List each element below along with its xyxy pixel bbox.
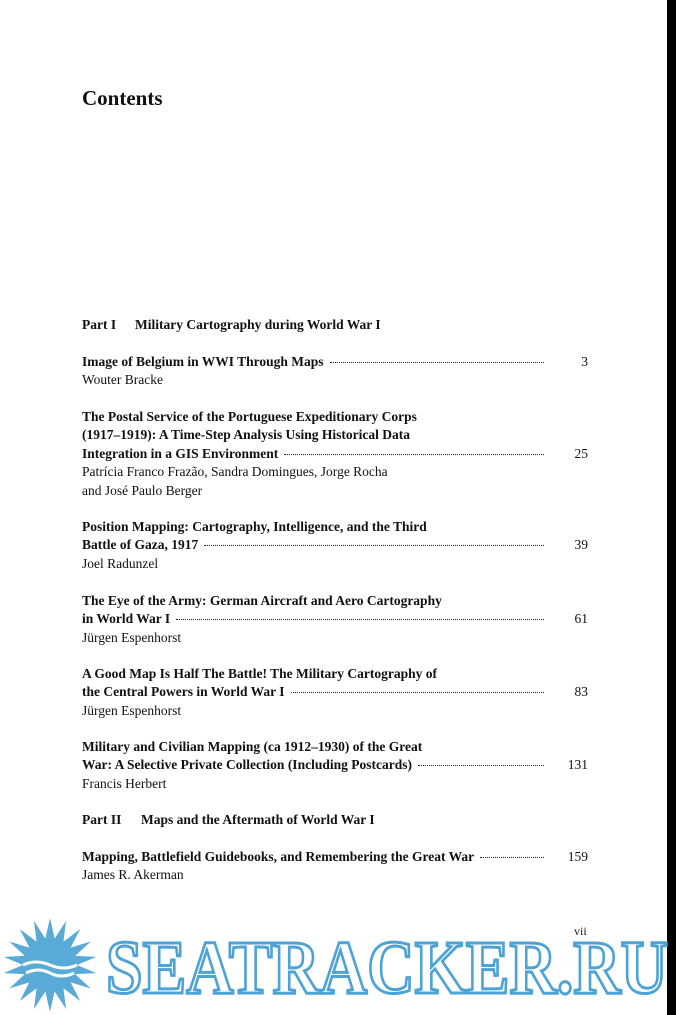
entry-authors: Jürgen Espenhorst [82, 629, 182, 645]
entry-title-line: Military and Civilian Mapping (ca 1912–1930) of the Great [82, 739, 423, 754]
toc-entry[interactable] [82, 408, 588, 500]
entry-authors: Wouter Bracke [82, 372, 163, 388]
toc-entry[interactable] [82, 665, 588, 720]
entry-title-line: The Postal Service of the Portuguese Expeditionary Corps [82, 409, 417, 424]
entry-title-line: Integration in a GIS Environment [82, 445, 279, 461]
entry-authors: and José Paulo Berger [82, 482, 203, 498]
dot-leader [284, 454, 544, 455]
dot-leader [204, 545, 544, 546]
dot-leader [330, 362, 544, 363]
page-title: Contents [82, 86, 163, 110]
page-number: 25 [574, 445, 588, 461]
toc-entry[interactable] [82, 592, 588, 647]
dot-leader [176, 619, 544, 620]
part-number: Part II [82, 812, 122, 827]
dot-leader [418, 765, 544, 766]
entry-title-line: Position Mapping: Cartography, Intelligence, and the Third [82, 519, 427, 534]
entry-authors: Francis Herbert [82, 775, 167, 791]
page-number: 83 [574, 684, 588, 700]
entry-title-line: (1917–1919): A Time-Step Analysis Using Historical Data [82, 427, 411, 443]
page-number: 3 [581, 354, 588, 369]
page-number: 61 [574, 611, 588, 627]
entry-title-line: The Eye of the Army: German Aircraft and Aero Cartography [82, 593, 442, 608]
entry-authors: James R. Akerman [82, 867, 184, 883]
entry-authors: Joel Radunzel [82, 555, 159, 571]
page-number: 159 [567, 849, 588, 864]
dot-leader [291, 692, 545, 693]
dot-leader [480, 857, 544, 858]
entry-title-line: Mapping, Battlefield Guidebooks, and Remembering the Great War [82, 849, 475, 864]
page-number: 39 [574, 537, 588, 553]
watermark [0, 915, 676, 1015]
part-heading [82, 317, 381, 333]
page-number: 131 [567, 757, 588, 773]
toc-entry[interactable] [82, 848, 588, 885]
folio-page-number: vii [574, 924, 587, 938]
toc-entry[interactable] [82, 738, 588, 793]
part-title: Maps and the Aftermath of World War I [141, 812, 375, 827]
sun-logo-icon [3, 918, 97, 1012]
entry-authors: Patrícia Franco Frazão, Sandra Domingues, Jorge Rocha [82, 464, 388, 480]
entry-title-line: A Good Map Is Half The Battle! The Military Cartography of [82, 666, 437, 681]
entry-title-line: the Central Powers in World War I [82, 684, 285, 700]
entry-title-line: Battle of Gaza, 1917 [82, 537, 199, 553]
entry-title-line: War: A Selective Private Collection (Including Postcards) [82, 757, 412, 773]
part-heading [82, 812, 375, 828]
toc-entry[interactable] [82, 353, 588, 390]
part-number: Part I [82, 317, 117, 332]
entry-title-line: in World War I [82, 611, 171, 627]
page-edge [667, 0, 676, 1015]
toc-entry[interactable] [82, 518, 588, 573]
entry-title-line: Image of Belgium in WWI Through Maps [82, 354, 324, 369]
part-title: Military Cartography during World War I [135, 317, 381, 332]
entry-authors: Jürgen Espenhorst [82, 702, 182, 718]
watermark-text: SEATRACKER.RU [106, 926, 668, 1010]
